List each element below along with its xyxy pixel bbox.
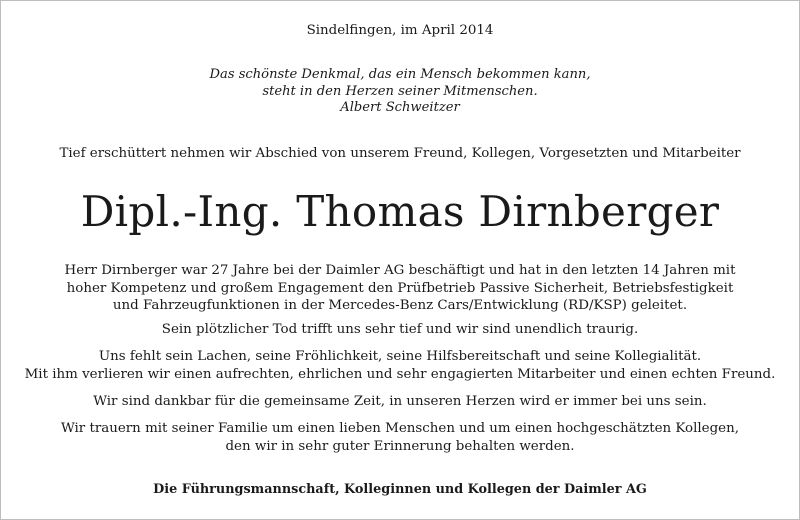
paragraph-line: Uns fehlt sein Lachen, seine Fröhlichkeit, seine Hilfsbereitschaft und seine Kollegialität. [98,349,702,364]
paragraph-line: hoher Kompetenz und großem Engagement den Prüfbetrieb Passive Sicherheit, Betriebsfestigkeit [66,280,734,296]
place-date [0,22,800,40]
place-date-text: Sindelfingen, im April 2014 [306,23,494,38]
paragraph-line: Wir trauern mit seiner Familie um einen lieben Menschen und um einen hochgeschätzten Kollegen, [61,421,739,436]
deceased-name [0,186,800,238]
quote-line-2: steht in den Herzen seiner Mitmenschen. [262,83,538,99]
quote [0,67,800,117]
paragraph-line: Sein plötzlicher Tod trifft uns sehr tief und wir sind unendlich traurig. [161,322,639,337]
paragraph-line: und Fahrzeugfunktionen in der Mercedes-Benz Cars/Entwicklung (RD/KSP) geleitet. [112,298,688,313]
paragraph-mourning [0,420,800,455]
paragraph-line: den wir in sehr guter Erinnerung behalten werden. [225,438,575,454]
deceased-name-text: Dipl.-Ing. Thomas Dirnberger [80,187,720,236]
signature [0,481,800,499]
quote-author: Albert Schweitzer [340,100,460,115]
announcement [0,145,800,163]
paragraph-grief [0,321,800,339]
quote-line-1: Das schönste Denkmal, das ein Mensch bekommen kann, [209,67,591,82]
paragraph-line: Herr Dirnberger war 27 Jahre bei der Daimler AG beschäftigt und hat in den letzten 14 Jahren mit [64,263,736,278]
paragraph-line: Wir sind dankbar für die gemeinsame Zeit, in unseren Herzen wird er immer bei uns sein. [93,394,707,409]
paragraph-missing [0,348,800,383]
signature-text: Die Führungsmannschaft, Kolleginnen und Kollegen der Daimler AG [153,482,647,497]
paragraph-gratitude [0,393,800,411]
announcement-text: Tief erschüttert nehmen wir Abschied von unserem Freund, Kollegen, Vorgesetzten und Mitarbeiter [59,146,741,161]
paragraph-line: Mit ihm verlieren wir einen aufrechten, ehrlichen und sehr engagierten Mitarbeiter und einen echten Freund. [24,366,776,382]
paragraph-career [0,262,800,315]
